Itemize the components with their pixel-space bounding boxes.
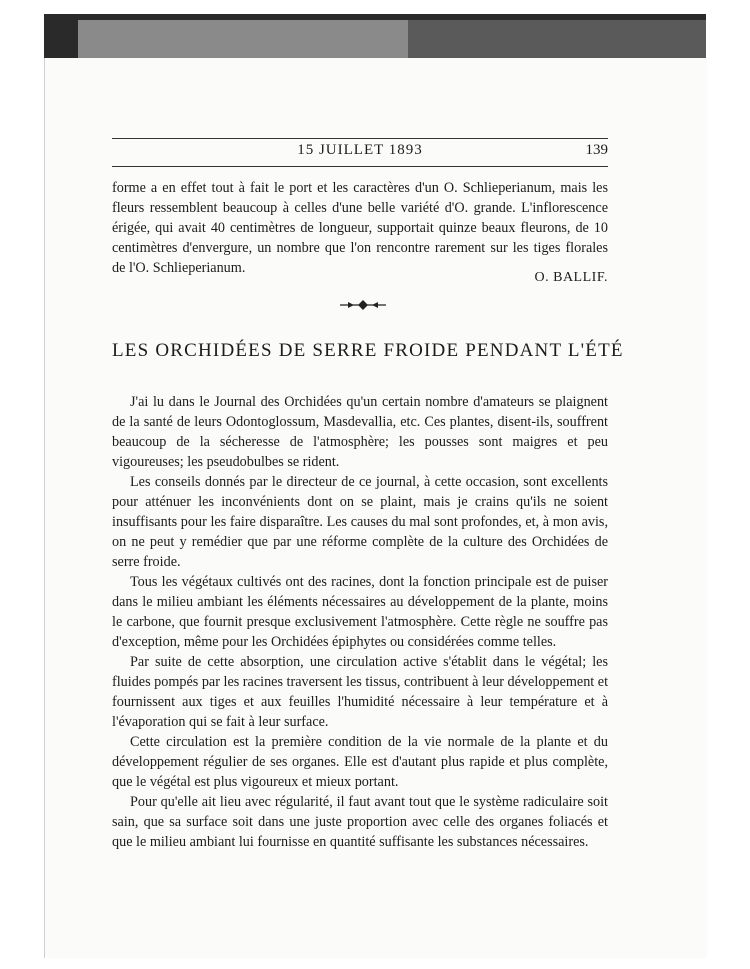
paragraph-5: Cette circulation est la première condition de la vie normale de la plante et du développement régulier de ses organes. Elle est d'autant plus rapide et plus complète, que le végétal est plus vigoureux et mieux portant. xyxy=(112,734,608,790)
article-title: LES ORCHIDÉES DE SERRE FROIDE PENDANT L'ÉTÉ xyxy=(112,340,624,361)
paragraph-4: Par suite de cette absorption, une circulation active s'établit dans le végétal; les fluides pompés par les racines traversent les tissus, contribuent à leur développement et fournissent aux tiges et aux feuilles l'humidité nécessaire à leur température et à l'évaporation qui se fait à leur surface. xyxy=(112,654,609,730)
author-signature: O. BALLIF. xyxy=(534,270,608,285)
continuation-text xyxy=(112,178,608,278)
paragraph-2: Les conseils donnés par le directeur de ce journal, à cette occasion, sont excellents pour atténuer les inconvénients dont on se plaint, mais je crains qu'ils ne soient insuffisants pour les faire disparaître. Les causes du mal sont profondes, et, à mon avis, on ne peut y remédier que par une réforme complète de la culture des Orchidées de serre froide. xyxy=(112,474,608,570)
paragraph-1: J'ai lu dans le Journal des Orchidées qu'un certain nombre d'amateurs se plaignent de la santé de leurs Odontoglossum, Masdevallia, etc. Ces plantes, disent-ils, souffrent beaucoup de la sécheresse de l'atmosphère; les pousses sont maigres et peu vigoureuses; les pseudobulbes se rident. xyxy=(112,394,608,470)
header-rule-top xyxy=(112,138,608,139)
running-head xyxy=(112,142,608,162)
page-number: 139 xyxy=(585,142,608,158)
paragraph-3: Tous les végétaux cultivés ont des racines, dont la fonction principale est de puiser dans le milieu ambiant les éléments nécessaires au développement de la plante, moins le carbone, que fournit presque exclusivement l'atmosphère. Cette règle ne souffre pas d'exception, même pour les Orchidées épiphytes ou considérées comme telles. xyxy=(112,574,608,650)
section-divider-ornament xyxy=(338,298,388,312)
continuation-paragraph: forme a en effet tout à fait le port et les caractères d'un O. Schlieperianum, mais les fleurs ressemblent beaucoup à celles d'une belle variété d'O. grande. L'inflorescence érigée, qui avait 40 centimètres de longueur, supportait quinze beaux fleurons, de 10 centimètres d'envergure, un nombre que l'on rencontre rarement sur les tiges florales de l'O. Schlieperianum. xyxy=(112,180,608,276)
running-head-date: 15 JUILLET 1893 xyxy=(297,142,423,158)
header-rule-bottom xyxy=(112,166,608,167)
paragraph-6: Pour qu'elle ait lieu avec régularité, il faut avant tout que le système radiculaire soit sain, que sa surface soit dans une juste proportion avec celle des organes foliacés et que le milieu ambiant lui fournisse en quantité suffisante les substances nécessaires. xyxy=(112,794,608,850)
article-body xyxy=(112,392,608,852)
